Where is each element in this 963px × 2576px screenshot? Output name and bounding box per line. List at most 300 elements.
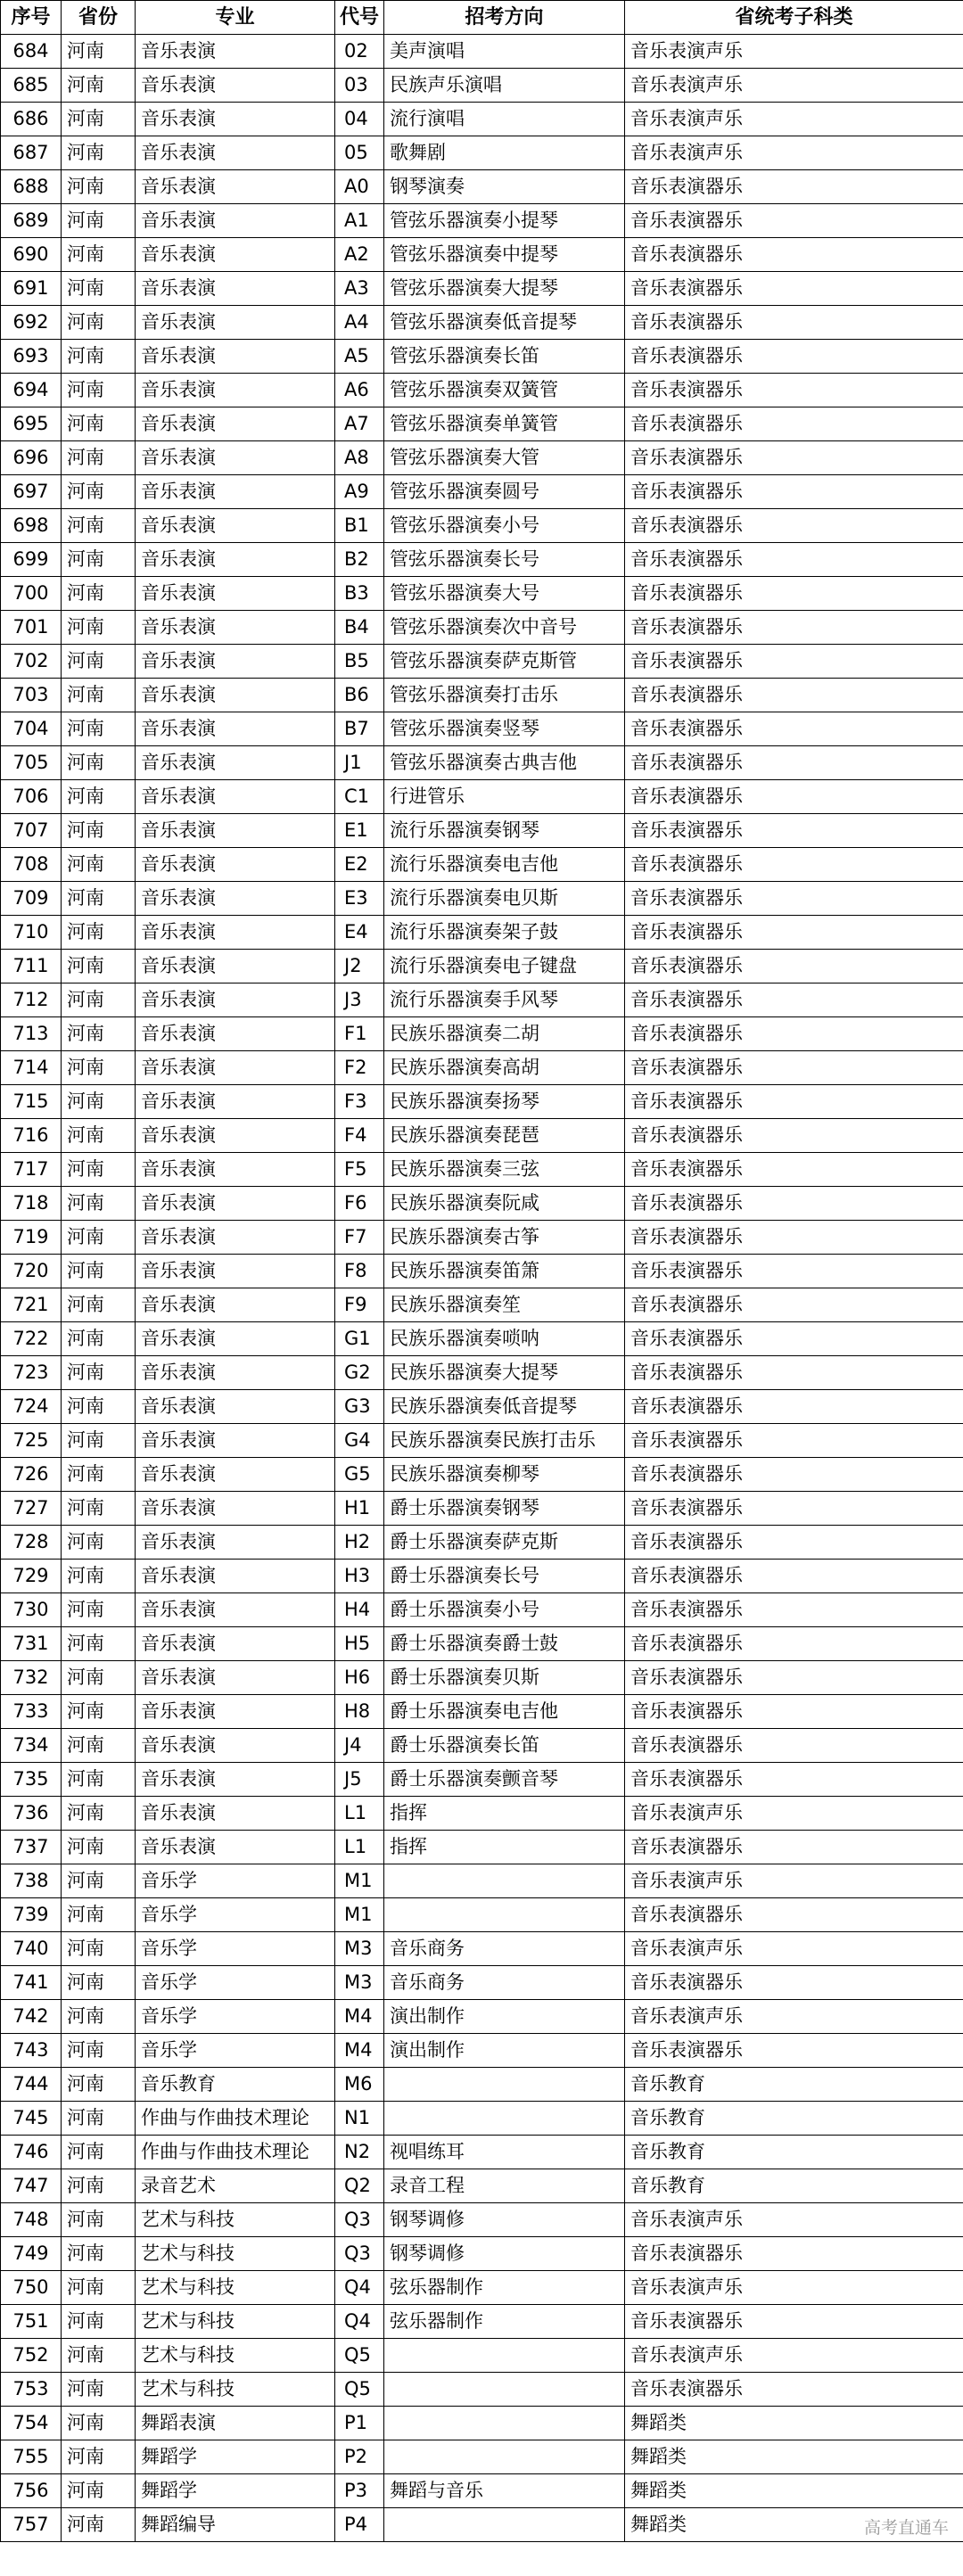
cell-province: 河南	[62, 577, 136, 611]
cell-major: 音乐表演	[136, 170, 335, 204]
cell-direction: 管弦乐器演奏打击乐	[384, 679, 625, 712]
cell-province: 河南	[62, 2474, 136, 2508]
cell-major: 音乐表演	[136, 1119, 335, 1153]
cell-exam-category: 音乐表演器乐	[625, 441, 963, 475]
cell-seq-no: 734	[1, 1729, 62, 1763]
cell-exam-category: 音乐表演器乐	[625, 577, 963, 611]
cell-province: 河南	[62, 1492, 136, 1526]
cell-exam-category: 音乐表演器乐	[625, 983, 963, 1017]
cell-code: H4	[335, 1593, 384, 1627]
cell-code: G4	[335, 1424, 384, 1458]
cell-direction: 民族乐器演奏笙	[384, 1288, 625, 1322]
cell-major: 音乐表演	[136, 1593, 335, 1627]
cell-code: J4	[335, 1729, 384, 1763]
cell-direction: 流行乐器演奏电吉他	[384, 848, 625, 882]
cell-province: 河南	[62, 1526, 136, 1560]
cell-seq-no: 696	[1, 441, 62, 475]
cell-province: 河南	[62, 306, 136, 340]
cell-direction: 管弦乐器演奏中提琴	[384, 238, 625, 272]
table-row	[1, 1627, 963, 1661]
table-row	[1, 1187, 963, 1221]
cell-seq-no: 741	[1, 1966, 62, 2000]
cell-code: F9	[335, 1288, 384, 1322]
cell-exam-category: 音乐表演器乐	[625, 848, 963, 882]
cell-exam-category: 音乐表演器乐	[625, 1831, 963, 1864]
cell-province: 河南	[62, 136, 136, 170]
cell-province: 河南	[62, 882, 136, 916]
cell-direction: 录音工程	[384, 2169, 625, 2203]
cell-province: 河南	[62, 2440, 136, 2474]
cell-exam-category: 音乐表演声乐	[625, 69, 963, 103]
cell-seq-no: 750	[1, 2271, 62, 2305]
header-province: 省份	[62, 1, 136, 35]
cell-exam-category: 音乐教育	[625, 2169, 963, 2203]
cell-major: 音乐表演	[136, 272, 335, 306]
table-row	[1, 2407, 963, 2440]
cell-seq-no: 743	[1, 2034, 62, 2068]
cell-exam-category: 音乐表演器乐	[625, 1458, 963, 1492]
cell-major: 音乐表演	[136, 780, 335, 814]
cell-major: 录音艺术	[136, 2169, 335, 2203]
header-seq-no: 序号	[1, 1, 62, 35]
table-row	[1, 1898, 963, 1932]
cell-province: 河南	[62, 1763, 136, 1797]
cell-province: 河南	[62, 1221, 136, 1255]
cell-code: F5	[335, 1153, 384, 1187]
cell-code: A7	[335, 407, 384, 441]
cell-major: 作曲与作曲技术理论	[136, 2136, 335, 2169]
table-row	[1, 2339, 963, 2373]
cell-direction	[384, 2102, 625, 2136]
cell-direction: 管弦乐器演奏单簧管	[384, 407, 625, 441]
cell-major: 音乐表演	[136, 1763, 335, 1797]
table-row	[1, 1221, 963, 1255]
cell-province: 河南	[62, 814, 136, 848]
cell-code: E2	[335, 848, 384, 882]
cell-code: E3	[335, 882, 384, 916]
cell-province: 河南	[62, 1424, 136, 1458]
cell-major: 音乐表演	[136, 1729, 335, 1763]
cell-seq-no: 720	[1, 1255, 62, 1288]
table-row	[1, 1763, 963, 1797]
cell-exam-category: 音乐表演器乐	[625, 1288, 963, 1322]
table-row	[1, 746, 963, 780]
cell-exam-category: 音乐表演器乐	[625, 1322, 963, 1356]
cell-province: 河南	[62, 543, 136, 577]
cell-direction: 歌舞剧	[384, 136, 625, 170]
cell-code: C1	[335, 780, 384, 814]
cell-exam-category: 音乐表演器乐	[625, 1119, 963, 1153]
table-row	[1, 1051, 963, 1085]
cell-province: 河南	[62, 983, 136, 1017]
cell-province: 河南	[62, 103, 136, 136]
cell-direction: 管弦乐器演奏双簧管	[384, 374, 625, 407]
cell-seq-no: 688	[1, 170, 62, 204]
cell-exam-category: 音乐表演声乐	[625, 1797, 963, 1831]
table-row	[1, 1288, 963, 1322]
cell-direction: 美声演唱	[384, 35, 625, 69]
cell-code: H5	[335, 1627, 384, 1661]
table-row	[1, 1661, 963, 1695]
cell-code: B4	[335, 611, 384, 645]
cell-major: 音乐表演	[136, 1526, 335, 1560]
cell-major: 音乐表演	[136, 374, 335, 407]
header-major: 专业	[136, 1, 335, 35]
cell-direction: 管弦乐器演奏圆号	[384, 475, 625, 509]
cell-major: 音乐表演	[136, 1255, 335, 1288]
table-row	[1, 2102, 963, 2136]
cell-direction: 民族乐器演奏柳琴	[384, 1458, 625, 1492]
table-row	[1, 441, 963, 475]
cell-direction: 管弦乐器演奏小提琴	[384, 204, 625, 238]
cell-code: F1	[335, 1017, 384, 1051]
cell-seq-no: 695	[1, 407, 62, 441]
cell-major: 音乐表演	[136, 1051, 335, 1085]
cell-province: 河南	[62, 272, 136, 306]
cell-seq-no: 705	[1, 746, 62, 780]
cell-direction: 钢琴调修	[384, 2203, 625, 2237]
cell-province: 河南	[62, 374, 136, 407]
table-row	[1, 1593, 963, 1627]
cell-seq-no: 707	[1, 814, 62, 848]
table-row	[1, 2305, 963, 2339]
cell-seq-no: 753	[1, 2373, 62, 2407]
cell-code: H3	[335, 1560, 384, 1593]
cell-major: 艺术与科技	[136, 2271, 335, 2305]
cell-exam-category: 音乐表演器乐	[625, 679, 963, 712]
table-row	[1, 611, 963, 645]
cell-exam-category: 音乐表演声乐	[625, 2271, 963, 2305]
cell-direction: 爵士乐器演奏钢琴	[384, 1492, 625, 1526]
cell-major: 音乐表演	[136, 1695, 335, 1729]
cell-direction: 民族乐器演奏大提琴	[384, 1356, 625, 1390]
header-exam-category: 省统考子科类	[625, 1, 963, 35]
cell-exam-category: 音乐表演器乐	[625, 1221, 963, 1255]
cell-province: 河南	[62, 2339, 136, 2373]
cell-province: 河南	[62, 204, 136, 238]
cell-province: 河南	[62, 69, 136, 103]
table-row	[1, 1864, 963, 1898]
cell-code: A8	[335, 441, 384, 475]
cell-exam-category: 音乐表演器乐	[625, 1593, 963, 1627]
cell-exam-category: 音乐表演器乐	[625, 1526, 963, 1560]
cell-major: 音乐表演	[136, 1288, 335, 1322]
cell-province: 河南	[62, 1932, 136, 1966]
cell-major: 音乐表演	[136, 983, 335, 1017]
cell-seq-no: 700	[1, 577, 62, 611]
cell-province: 河南	[62, 441, 136, 475]
table-row	[1, 204, 963, 238]
cell-major: 音乐表演	[136, 1627, 335, 1661]
cell-code: F3	[335, 1085, 384, 1119]
cell-major: 音乐表演	[136, 611, 335, 645]
cell-major: 艺术与科技	[136, 2339, 335, 2373]
cell-major: 音乐学	[136, 1932, 335, 1966]
cell-major: 音乐表演	[136, 441, 335, 475]
cell-province: 河南	[62, 1017, 136, 1051]
cell-code: A5	[335, 340, 384, 374]
header-code: 代号	[335, 1, 384, 35]
cell-seq-no: 702	[1, 645, 62, 679]
cell-province: 河南	[62, 1966, 136, 2000]
cell-seq-no: 729	[1, 1560, 62, 1593]
cell-exam-category: 音乐表演声乐	[625, 136, 963, 170]
table-row	[1, 69, 963, 103]
cell-seq-no: 747	[1, 2169, 62, 2203]
cell-major: 舞蹈表演	[136, 2407, 335, 2440]
cell-code: 04	[335, 103, 384, 136]
cell-direction: 民族乐器演奏低音提琴	[384, 1390, 625, 1424]
cell-seq-no: 699	[1, 543, 62, 577]
cell-seq-no: 684	[1, 35, 62, 69]
table-row	[1, 814, 963, 848]
cell-direction: 弦乐器制作	[384, 2305, 625, 2339]
cell-province: 河南	[62, 1288, 136, 1322]
watermark-text: 高考直通车	[863, 2518, 949, 2538]
cell-major: 音乐表演	[136, 340, 335, 374]
cell-code: G2	[335, 1356, 384, 1390]
cell-seq-no: 698	[1, 509, 62, 543]
cell-seq-no: 691	[1, 272, 62, 306]
cell-code: A4	[335, 306, 384, 340]
cell-exam-category: 音乐表演声乐	[625, 2203, 963, 2237]
cell-direction	[384, 1864, 625, 1898]
cell-seq-no: 736	[1, 1797, 62, 1831]
cell-exam-category: 音乐表演声乐	[625, 35, 963, 69]
cell-province: 河南	[62, 2034, 136, 2068]
cell-major: 音乐表演	[136, 306, 335, 340]
cell-exam-category: 音乐表演声乐	[625, 103, 963, 136]
cell-province: 河南	[62, 170, 136, 204]
cell-province: 河南	[62, 1864, 136, 1898]
cell-seq-no: 701	[1, 611, 62, 645]
table-row	[1, 509, 963, 543]
cell-province: 河南	[62, 1322, 136, 1356]
cell-exam-category: 音乐表演器乐	[625, 2034, 963, 2068]
cell-code: B5	[335, 645, 384, 679]
cell-direction: 民族乐器演奏二胡	[384, 1017, 625, 1051]
table-row	[1, 543, 963, 577]
cell-seq-no: 690	[1, 238, 62, 272]
cell-direction: 管弦乐器演奏大管	[384, 441, 625, 475]
cell-seq-no: 752	[1, 2339, 62, 2373]
cell-province: 河南	[62, 2271, 136, 2305]
cell-exam-category: 音乐表演器乐	[625, 170, 963, 204]
table-row	[1, 1797, 963, 1831]
cell-direction: 钢琴演奏	[384, 170, 625, 204]
cell-province: 河南	[62, 35, 136, 69]
cell-code: F2	[335, 1051, 384, 1085]
table-row	[1, 1017, 963, 1051]
cell-province: 河南	[62, 1187, 136, 1221]
cell-code: N1	[335, 2102, 384, 2136]
cell-code: Q5	[335, 2339, 384, 2373]
cell-exam-category: 音乐表演器乐	[625, 712, 963, 746]
cell-exam-category: 音乐表演器乐	[625, 1356, 963, 1390]
cell-major: 音乐表演	[136, 645, 335, 679]
cell-seq-no: 714	[1, 1051, 62, 1085]
cell-exam-category: 音乐表演器乐	[625, 1187, 963, 1221]
cell-direction: 指挥	[384, 1831, 625, 1864]
cell-seq-no: 722	[1, 1322, 62, 1356]
cell-seq-no: 710	[1, 916, 62, 950]
cell-seq-no: 711	[1, 950, 62, 983]
cell-major: 音乐表演	[136, 1187, 335, 1221]
cell-seq-no: 740	[1, 1932, 62, 1966]
cell-province: 河南	[62, 2305, 136, 2339]
cell-seq-no: 732	[1, 1661, 62, 1695]
table-row	[1, 1492, 963, 1526]
cell-major: 音乐表演	[136, 509, 335, 543]
cell-seq-no: 731	[1, 1627, 62, 1661]
cell-major: 舞蹈编导	[136, 2508, 335, 2542]
cell-seq-no: 704	[1, 712, 62, 746]
cell-code: H1	[335, 1492, 384, 1526]
cell-major: 音乐表演	[136, 1221, 335, 1255]
cell-exam-category: 音乐表演器乐	[625, 2305, 963, 2339]
cell-direction: 指挥	[384, 1797, 625, 1831]
cell-exam-category: 舞蹈类	[625, 2440, 963, 2474]
cell-seq-no: 719	[1, 1221, 62, 1255]
cell-major: 音乐表演	[136, 1424, 335, 1458]
table-row	[1, 679, 963, 712]
cell-code: F8	[335, 1255, 384, 1288]
table-row	[1, 407, 963, 441]
cell-province: 河南	[62, 1695, 136, 1729]
cell-seq-no: 725	[1, 1424, 62, 1458]
cell-code: B7	[335, 712, 384, 746]
cell-exam-category: 音乐表演器乐	[625, 746, 963, 780]
table-body	[1, 35, 963, 2542]
cell-major: 艺术与科技	[136, 2203, 335, 2237]
cell-direction: 民族乐器演奏民族打击乐	[384, 1424, 625, 1458]
cell-code: H2	[335, 1526, 384, 1560]
cell-seq-no: 749	[1, 2237, 62, 2271]
cell-direction: 民族乐器演奏唢呐	[384, 1322, 625, 1356]
cell-major: 音乐表演	[136, 475, 335, 509]
cell-major: 音乐表演	[136, 916, 335, 950]
cell-exam-category: 音乐表演器乐	[625, 272, 963, 306]
cell-direction: 管弦乐器演奏低音提琴	[384, 306, 625, 340]
cell-direction: 管弦乐器演奏长笛	[384, 340, 625, 374]
cell-exam-category: 音乐表演器乐	[625, 340, 963, 374]
cell-direction: 民族乐器演奏阮咸	[384, 1187, 625, 1221]
cell-major: 音乐表演	[136, 1458, 335, 1492]
table-row	[1, 1458, 963, 1492]
cell-major: 音乐表演	[136, 136, 335, 170]
cell-province: 河南	[62, 950, 136, 983]
cell-seq-no: 717	[1, 1153, 62, 1187]
cell-direction: 民族乐器演奏琵琶	[384, 1119, 625, 1153]
cell-province: 河南	[62, 509, 136, 543]
cell-major: 音乐表演	[136, 1153, 335, 1187]
cell-direction: 民族乐器演奏古筝	[384, 1221, 625, 1255]
cell-code: A0	[335, 170, 384, 204]
cell-exam-category: 音乐表演器乐	[625, 814, 963, 848]
cell-exam-category: 音乐表演器乐	[625, 1390, 963, 1424]
cell-exam-category: 音乐教育	[625, 2136, 963, 2169]
cell-code: B2	[335, 543, 384, 577]
cell-province: 河南	[62, 407, 136, 441]
cell-exam-category: 音乐表演器乐	[625, 2237, 963, 2271]
table-row	[1, 1966, 963, 2000]
cell-major: 音乐表演	[136, 950, 335, 983]
cell-major: 音乐学	[136, 2000, 335, 2034]
cell-code: J3	[335, 983, 384, 1017]
cell-province: 河南	[62, 2000, 136, 2034]
table-row	[1, 2203, 963, 2237]
cell-code: 05	[335, 136, 384, 170]
cell-exam-category: 音乐表演器乐	[625, 1051, 963, 1085]
table-row	[1, 577, 963, 611]
table-row	[1, 2373, 963, 2407]
cell-province: 河南	[62, 611, 136, 645]
cell-seq-no: 712	[1, 983, 62, 1017]
cell-major: 艺术与科技	[136, 2305, 335, 2339]
table-row	[1, 2440, 963, 2474]
table-row	[1, 374, 963, 407]
cell-direction: 民族声乐演唱	[384, 69, 625, 103]
cell-province: 河南	[62, 848, 136, 882]
cell-province: 河南	[62, 1898, 136, 1932]
cell-major: 音乐表演	[136, 238, 335, 272]
cell-code: H6	[335, 1661, 384, 1695]
cell-exam-category: 音乐表演器乐	[625, 1729, 963, 1763]
cell-code: Q4	[335, 2305, 384, 2339]
cell-code: M4	[335, 2034, 384, 2068]
cell-major: 音乐表演	[136, 103, 335, 136]
cell-major: 音乐表演	[136, 1560, 335, 1593]
cell-province: 河南	[62, 2508, 136, 2542]
cell-code: E4	[335, 916, 384, 950]
cell-seq-no: 746	[1, 2136, 62, 2169]
cell-code: Q4	[335, 2271, 384, 2305]
cell-direction: 演出制作	[384, 2034, 625, 2068]
cell-province: 河南	[62, 340, 136, 374]
table-row	[1, 950, 963, 983]
cell-major: 音乐表演	[136, 1661, 335, 1695]
cell-code: A6	[335, 374, 384, 407]
table-row	[1, 882, 963, 916]
cell-seq-no: 755	[1, 2440, 62, 2474]
cell-seq-no: 713	[1, 1017, 62, 1051]
cell-exam-category: 音乐表演器乐	[625, 1966, 963, 2000]
cell-code: M3	[335, 1966, 384, 2000]
cell-seq-no: 708	[1, 848, 62, 882]
cell-seq-no: 744	[1, 2068, 62, 2102]
table-row	[1, 475, 963, 509]
cell-province: 河南	[62, 1797, 136, 1831]
cell-exam-category: 音乐表演器乐	[625, 543, 963, 577]
cell-code: A3	[335, 272, 384, 306]
cell-province: 河南	[62, 780, 136, 814]
cell-seq-no: 693	[1, 340, 62, 374]
table-row	[1, 306, 963, 340]
cell-major: 音乐表演	[136, 1492, 335, 1526]
cell-exam-category: 音乐表演器乐	[625, 475, 963, 509]
cell-exam-category: 舞蹈类	[625, 2474, 963, 2508]
cell-direction: 民族乐器演奏扬琴	[384, 1085, 625, 1119]
cell-code: F4	[335, 1119, 384, 1153]
table-row	[1, 983, 963, 1017]
cell-direction: 流行演唱	[384, 103, 625, 136]
table-row	[1, 1322, 963, 1356]
table-row	[1, 712, 963, 746]
cell-province: 河南	[62, 1153, 136, 1187]
cell-major: 音乐学	[136, 1898, 335, 1932]
cell-code: G5	[335, 1458, 384, 1492]
cell-province: 河南	[62, 475, 136, 509]
